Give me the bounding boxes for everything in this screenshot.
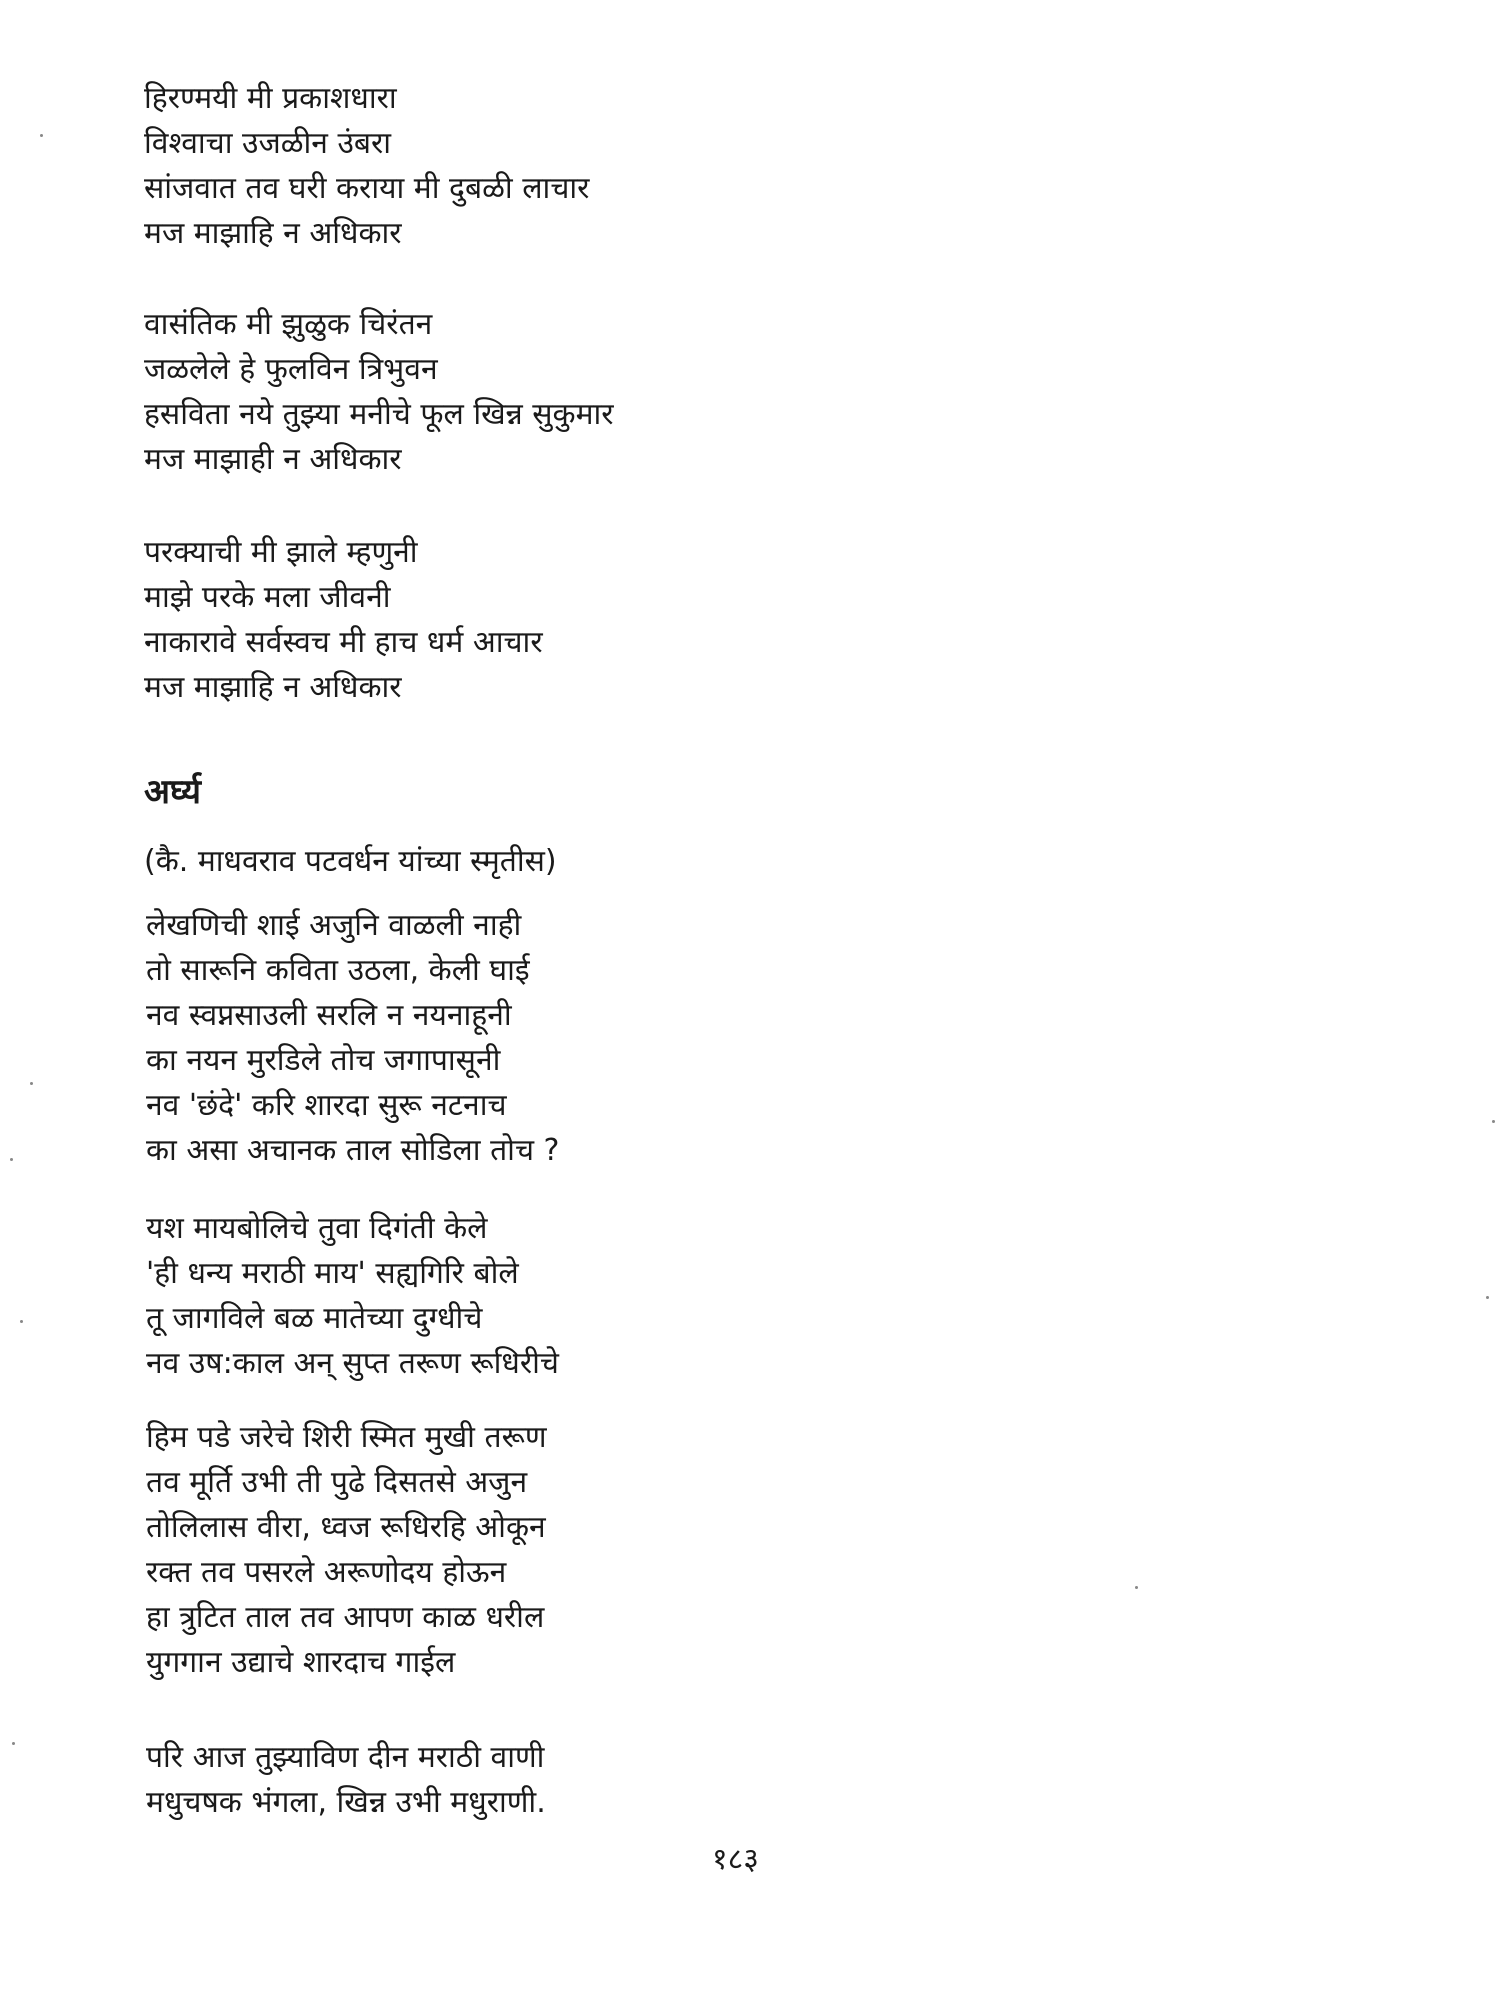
poem2-stanza-4 xyxy=(146,1735,1046,1825)
verse-line: सांजवात तव घरी कराया मी दुबळी लाचार xyxy=(144,171,590,206)
verse-line: वासंतिक मी झुळुक चिरंतन xyxy=(144,307,433,342)
poem1-stanza-1 xyxy=(144,76,1044,256)
scan-speck xyxy=(1492,1120,1495,1123)
verse-line: का नयन मुरडिले तोच जगापासूनी xyxy=(146,1043,501,1078)
poem-title: अर्घ्य xyxy=(144,772,201,812)
verse-line: तू जागविले बळ मातेच्या दुग्धीचे xyxy=(146,1301,483,1336)
verse-line: मज माझाही न अधिकार xyxy=(144,442,402,477)
verse-line: माझे परके मला जीवनी xyxy=(144,580,391,615)
scan-speck xyxy=(1486,1296,1489,1299)
poem-dedication: (कै. माधवराव पटवर्धन यांच्या स्मृतीस) xyxy=(144,844,557,879)
verse-line: यश मायबोलिचे तुवा दिगंती केले xyxy=(146,1211,488,1246)
verse-line: रक्त तव पसरले अरूणोदय होऊन xyxy=(146,1555,507,1590)
verse-line: परि आज तुझ्याविण दीन मराठी वाणी xyxy=(146,1740,545,1775)
scan-speck xyxy=(40,134,43,137)
verse-line: नव स्वप्नसाउली सरलि न नयनाहूनी xyxy=(146,998,512,1033)
verse-line: 'ही धन्य मराठी माय' सह्यगिरि बोले xyxy=(146,1256,519,1291)
verse-line: नव उष:काल अन् सुप्त तरूण रूधिरीचे xyxy=(146,1346,559,1381)
verse-line: तव मूर्ति उभी ती पुढे दिसतसे अजुन xyxy=(146,1465,528,1500)
verse-line: विश्वाचा उजळीन उंबरा xyxy=(144,126,392,161)
verse-line: मज माझाहि न अधिकार xyxy=(144,216,402,251)
poem2-stanza-1 xyxy=(146,903,1046,1173)
poem2-stanza-3 xyxy=(146,1415,1046,1685)
verse-line: मज माझाहि न अधिकार xyxy=(144,670,402,705)
verse-line: हिम पडे जरेचे शिरी स्मित मुखी तरूण xyxy=(146,1420,547,1455)
page-number: १८३ xyxy=(712,1842,759,1877)
verse-line: परक्याची मी झाले म्हणुनी xyxy=(144,535,418,570)
verse-line: हा त्रुटित ताल तव आपण काळ धरील xyxy=(146,1600,545,1635)
verse-line: तोलिलास वीरा, ध्वज रूधिरहि ओकून xyxy=(146,1510,546,1545)
verse-line: युगगान उद्याचे शारदाच गाईल xyxy=(146,1645,456,1680)
poem1-stanza-2 xyxy=(144,302,1044,482)
verse-line: हसविता नये तुझ्या मनीचे फूल खिन्न सुकुमार xyxy=(144,397,614,432)
verse-line: हिरण्मयी मी प्रकाशधारा xyxy=(144,81,397,116)
scan-speck xyxy=(12,1742,15,1745)
verse-line: जळलेले हे फुलविन त्रिभुवन xyxy=(144,352,438,387)
scan-speck xyxy=(20,1320,23,1323)
verse-line: का असा अचानक ताल सोडिला तोच ? xyxy=(146,1133,560,1168)
scan-speck xyxy=(10,1158,13,1161)
verse-line: मधुचषक भंगला, खिन्न उभी मधुराणी. xyxy=(146,1785,546,1820)
verse-line: तो सारूनि कविता उठला, केली घाई xyxy=(146,953,530,988)
verse-line: नाकारावे सर्वस्वच मी हाच धर्म आचार xyxy=(144,625,543,660)
verse-line: लेखणिची शाई अजुनि वाळली नाही xyxy=(146,908,522,943)
verse-line: नव 'छंदे' करि शारदा सुरू नटनाच xyxy=(146,1088,507,1123)
poem1-stanza-3 xyxy=(144,530,1044,710)
scan-speck xyxy=(1135,1586,1138,1589)
poem2-stanza-2 xyxy=(146,1206,1046,1386)
scan-speck xyxy=(30,1082,33,1085)
